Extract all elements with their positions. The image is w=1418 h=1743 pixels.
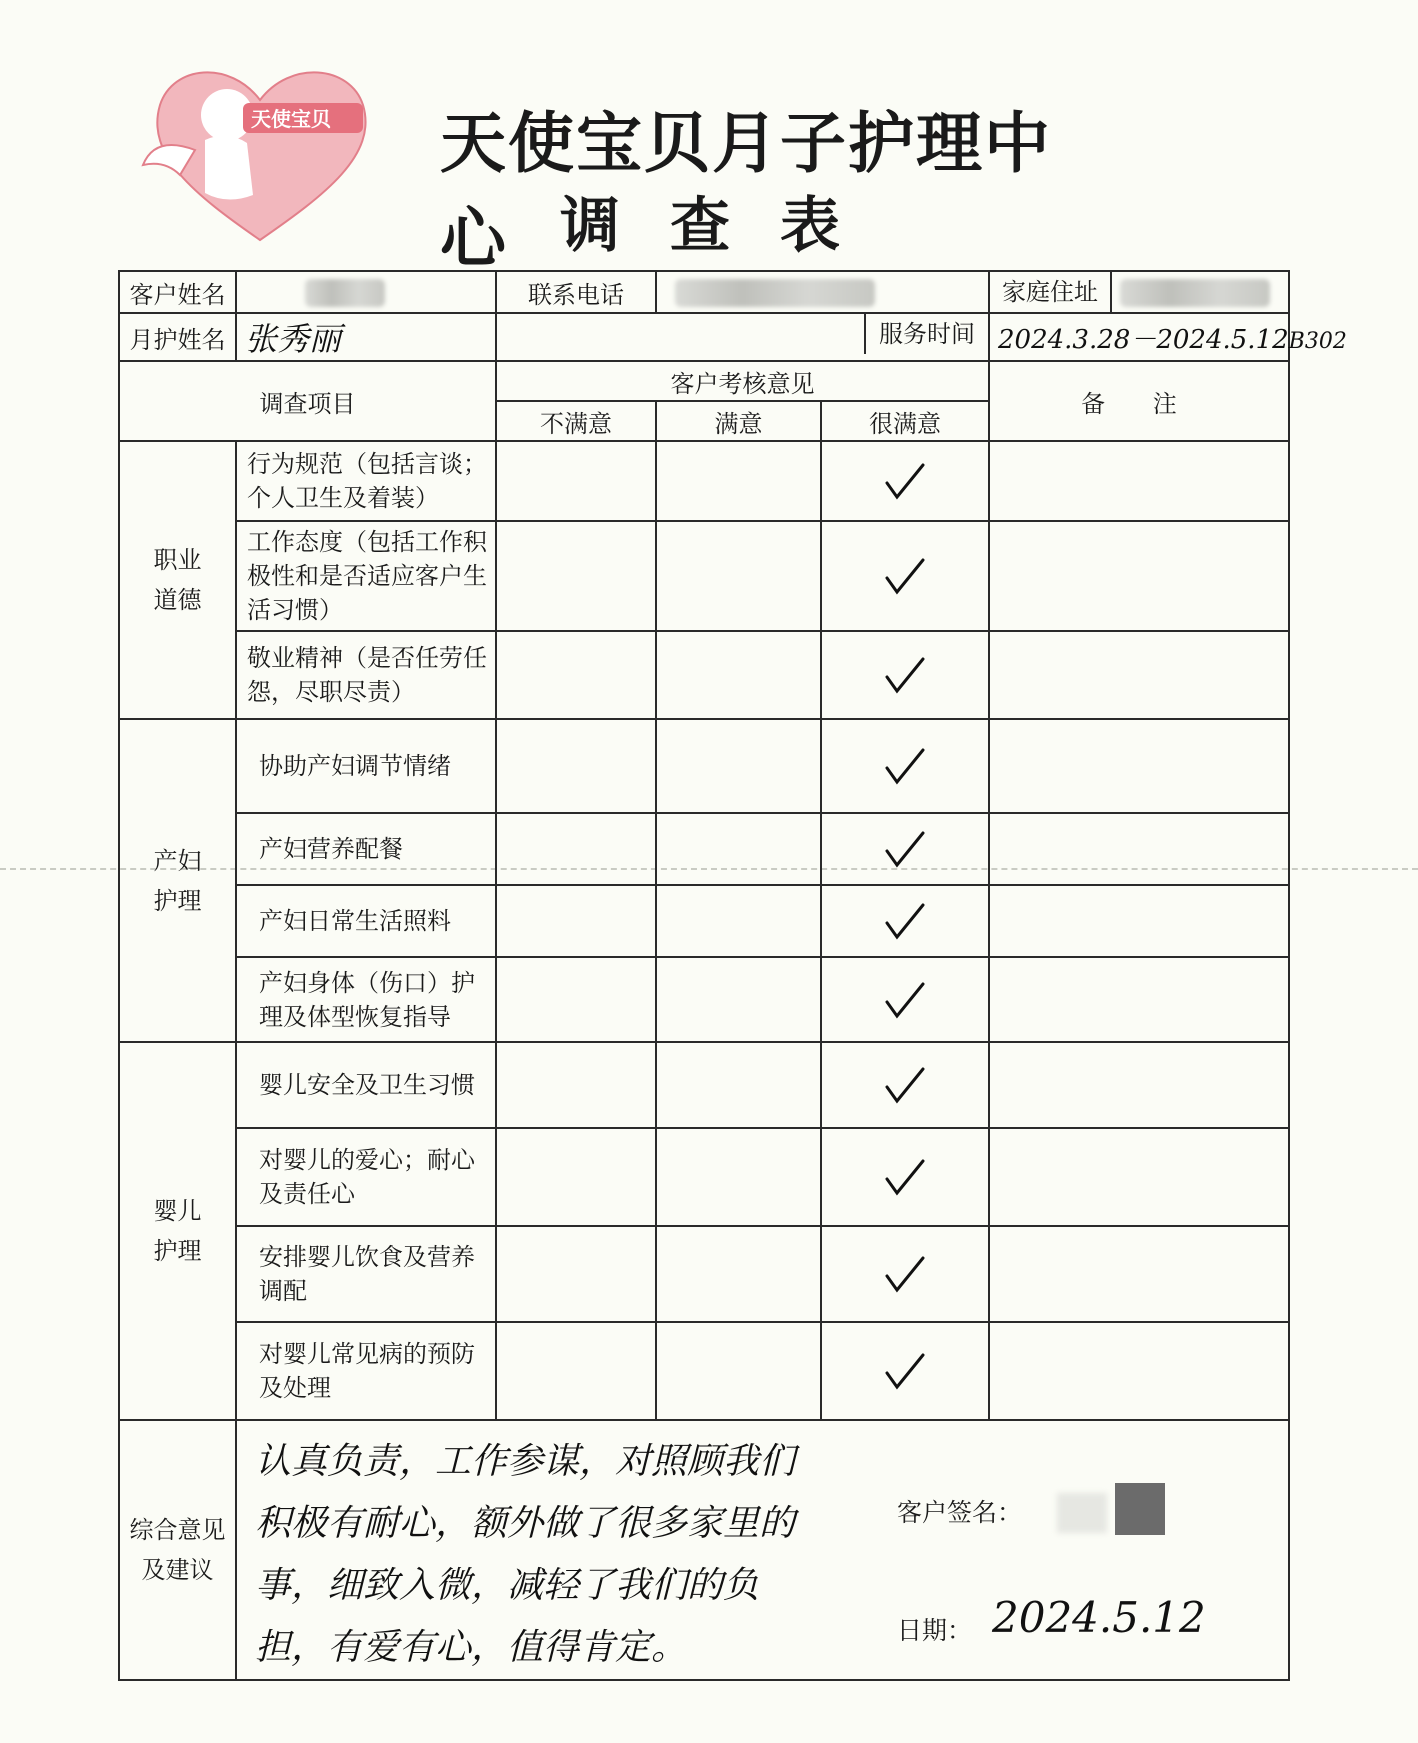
item-label: 安排婴儿饮食及营养调配: [236, 1226, 496, 1322]
redacted-signature-blur: [1057, 1493, 1107, 1533]
very-satisfied-cell[interactable]: [821, 1042, 989, 1128]
address-label: 家庭住址: [990, 272, 1112, 312]
very-satisfied-header: 很满意: [821, 401, 989, 441]
redacted-signature: [1115, 1483, 1165, 1535]
checkmark-icon: [883, 980, 927, 1020]
date-block: [897, 1593, 1206, 1647]
survey-table: [118, 270, 1347, 1681]
customer-name-label: 客户姓名: [119, 271, 236, 313]
table-row: [119, 521, 1289, 631]
redacted-address: [1120, 279, 1270, 307]
satisfied-cell[interactable]: [656, 813, 821, 885]
info-row-1: [119, 271, 1289, 313]
category-summary: 综合意见 及建议: [119, 1420, 236, 1680]
info-row-2: [119, 313, 1289, 361]
table-row: [119, 719, 1289, 813]
item-label: 婴儿安全及卫生习惯: [236, 1042, 496, 1128]
item-label: 对婴儿的爱心；耐心及责任心: [236, 1128, 496, 1226]
remarks-cell[interactable]: [989, 719, 1289, 813]
blank-info-cell: [496, 313, 989, 361]
dissatisfied-cell[interactable]: [496, 1226, 656, 1322]
phone-value: [656, 271, 989, 313]
page-title: 天使宝贝月子护理中心: [440, 105, 1052, 277]
checkmark-icon: [883, 901, 927, 941]
satisfied-cell[interactable]: [656, 521, 821, 631]
satisfied-cell[interactable]: [656, 1128, 821, 1226]
checkmark-icon: [883, 655, 927, 695]
dissatisfied-cell[interactable]: [496, 885, 656, 957]
checkmark-icon: [883, 829, 927, 869]
satisfied-cell[interactable]: [656, 1322, 821, 1420]
satisfied-cell[interactable]: [656, 1042, 821, 1128]
very-satisfied-cell[interactable]: [821, 521, 989, 631]
very-satisfied-cell[interactable]: [821, 719, 989, 813]
item-label: 产妇营养配餐: [236, 813, 496, 885]
nurse-name-value: [236, 313, 496, 361]
remarks-cell[interactable]: [989, 957, 1289, 1042]
customer-opinion-header: 客户考核意见: [496, 361, 989, 401]
customer-name-value: [236, 271, 496, 313]
table-row: [119, 441, 1289, 521]
satisfied-cell[interactable]: [656, 1226, 821, 1322]
item-label: 产妇日常生活照料: [236, 885, 496, 957]
phone-label: 联系电话: [496, 271, 656, 313]
checkmark-icon: [883, 461, 927, 501]
remarks-cell[interactable]: [989, 885, 1289, 957]
summary-comment: 认真负责，工作参谋，对照顾我们积极有耐心，额外做了很多家里的事，细致入微，减轻了我们的负担，有爱有心，值得肯定。: [255, 1441, 796, 1668]
dissatisfied-cell[interactable]: [496, 1128, 656, 1226]
table-row: [119, 631, 1289, 719]
remarks-cell[interactable]: [989, 521, 1289, 631]
category-maternal-care: 产妇 护理: [119, 719, 236, 1042]
remarks-cell[interactable]: [989, 1226, 1289, 1322]
very-satisfied-cell[interactable]: [821, 1128, 989, 1226]
very-satisfied-cell[interactable]: [821, 1226, 989, 1322]
dissatisfied-cell[interactable]: [496, 719, 656, 813]
logo-angel-body: [205, 136, 253, 200]
nurse-name-handwriting: 张秀丽: [245, 320, 342, 358]
dissatisfied-cell[interactable]: [496, 813, 656, 885]
checkmark-icon: [883, 556, 927, 596]
remarks-cell[interactable]: [989, 631, 1289, 719]
summary-row: [119, 1420, 1289, 1680]
satisfied-cell[interactable]: [656, 441, 821, 521]
item-label: 敬业精神（是否任劳任怨，尽职尽责）: [236, 631, 496, 719]
dissatisfied-cell[interactable]: [496, 1322, 656, 1420]
item-label: 协助产妇调节情绪: [236, 719, 496, 813]
service-time-label: 服务时间: [864, 314, 988, 354]
satisfied-cell[interactable]: [656, 631, 821, 719]
table-row: [119, 1226, 1289, 1322]
remarks-cell[interactable]: [989, 1042, 1289, 1128]
table-row: [119, 1042, 1289, 1128]
dissatisfied-cell[interactable]: [496, 957, 656, 1042]
very-satisfied-cell[interactable]: [821, 885, 989, 957]
service-time-value-cell: [989, 313, 1347, 361]
checkmark-icon: [883, 1157, 927, 1197]
table-row: [119, 813, 1289, 885]
remarks-cell[interactable]: [989, 1128, 1289, 1226]
address-cell: [989, 271, 1289, 313]
table-row: [119, 1322, 1289, 1420]
remarks-header: 备 注: [989, 361, 1289, 441]
checkmark-icon: [883, 1065, 927, 1105]
item-label: 产妇身体（伤口）护理及体型恢复指导: [236, 957, 496, 1042]
summary-cell[interactable]: [236, 1420, 1289, 1680]
checkmark-icon: [883, 746, 927, 786]
satisfied-header: 满意: [656, 401, 821, 441]
dissatisfied-cell[interactable]: [496, 1042, 656, 1128]
table-header-row-1: [119, 361, 1289, 401]
redacted-name: [305, 279, 385, 307]
item-label: 工作态度（包括工作积极性和是否适应客户生活习惯）: [236, 521, 496, 631]
table-row: [119, 957, 1289, 1042]
logo-text: 天使宝贝: [251, 107, 331, 131]
very-satisfied-cell[interactable]: [821, 631, 989, 719]
very-satisfied-cell[interactable]: [821, 1322, 989, 1420]
nurse-name-label: 月护姓名: [119, 313, 236, 361]
signature-block: [897, 1493, 1022, 1529]
date-label: 日期：: [897, 1616, 973, 1645]
very-satisfied-cell[interactable]: [821, 441, 989, 521]
checkmark-icon: [883, 1254, 927, 1294]
room-handwriting: B302: [1288, 328, 1347, 354]
checkmark-icon: [883, 1351, 927, 1391]
dissatisfied-cell[interactable]: [496, 441, 656, 521]
remarks-cell[interactable]: [989, 813, 1289, 885]
very-satisfied-cell[interactable]: [821, 957, 989, 1042]
remarks-cell[interactable]: [989, 441, 1289, 521]
date-handwriting: 2024.5.12: [992, 1593, 1206, 1642]
satisfied-cell[interactable]: [656, 885, 821, 957]
category-professional-ethics: 职业 道德: [119, 441, 236, 719]
service-time-handwriting: 2024.3.28－2024.5.12: [998, 324, 1289, 355]
table-row: [119, 1128, 1289, 1226]
dissatisfied-cell[interactable]: [496, 521, 656, 631]
company-logo: [135, 55, 385, 245]
satisfied-cell[interactable]: [656, 719, 821, 813]
page-subtitle: 调查表: [560, 191, 890, 261]
redacted-phone: [675, 279, 875, 307]
remarks-cell[interactable]: [989, 1322, 1289, 1420]
signature-label: 客户签名：: [897, 1498, 1023, 1527]
dissatisfied-header: 不满意: [496, 401, 656, 441]
item-label: 对婴儿常见病的预防及处理: [236, 1322, 496, 1420]
very-satisfied-cell[interactable]: [821, 813, 989, 885]
item-label: 行为规范（包括言谈；个人卫生及着装）: [236, 441, 496, 521]
dissatisfied-cell[interactable]: [496, 631, 656, 719]
category-infant-care: 婴儿 护理: [119, 1042, 236, 1420]
satisfied-cell[interactable]: [656, 957, 821, 1042]
survey-form: [118, 270, 1347, 1681]
table-row: [119, 885, 1289, 957]
survey-item-header: 调查项目: [119, 361, 496, 441]
